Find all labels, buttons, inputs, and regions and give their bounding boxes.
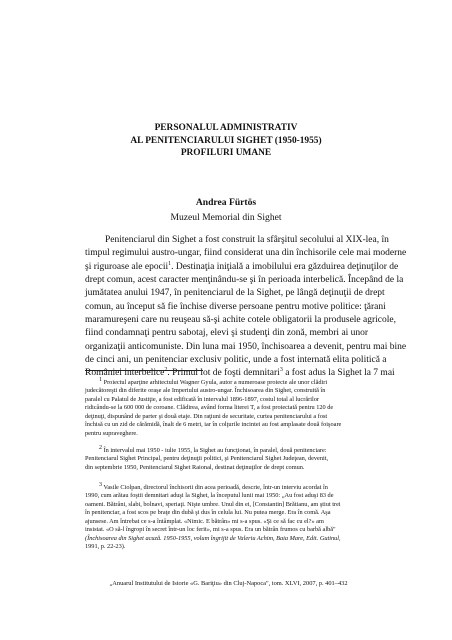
journal-citation-footer: „Anuarul Institutului de Istorie «G. Bariţiu» din Cluj-Napoca", tom. XLVI, 2007, p. 401–432 — [109, 580, 348, 587]
footnote-line: în penitenciar, a fost scos pe braţe din dubă şi dus în celula lui. Nu putea merge. Era în comă. Aşa — [85, 509, 331, 517]
body-line: jumătatea anului 1947, în penitenciarul de la Sighet, pe lângă deţinuţii de drept — [85, 288, 385, 299]
footnote-line: $^3$ Vasile Ciolpan, directorul închisorii din acea perioadă, descrie, într-un interviu acordat în — [99, 481, 328, 491]
body-line: fiind condamnaţi pentru sabotaj, elevi şi studenţi din zonă, membri ai unor — [85, 328, 369, 339]
footnote-line: 1991, p. 22-23). — [85, 543, 126, 551]
body-line: României interbelice$^2$. Primul lot de foşti demnitari$^3$ a fost adus la Sighet la 7 mai — [85, 367, 395, 379]
footnote-1 — [85, 376, 372, 438]
footnote-line: ridicându-se la 600 000 de coroane. Clădirea, având forma literei T, a fost proiectată pentru 120 de — [85, 404, 334, 412]
footnote-line: (Închisoarea din Sighet acuză. 1950-1955, volum îngrijit de Valeriu Achim, Baia Mare, Edit. Gutinul, — [85, 534, 341, 542]
footnote-line: deţinuţi, dispunând de parter şi două etaje. Din raţiuni de securitate, curtea penitenciarului a fost — [85, 412, 328, 420]
body-line: de cinci ani, un penitenciar exclusiv politic, unde a fost internată elita politică a — [85, 355, 387, 366]
author-name: Andrea Fürtös — [195, 197, 257, 208]
footnote-line: pentru supraveghere. — [85, 429, 138, 437]
footnote-separator — [85, 370, 203, 371]
footnote-3 — [85, 481, 372, 552]
body-text — [85, 234, 407, 381]
footnote-number: 1 — [99, 376, 102, 383]
author-affiliation: Muzeul Memorial din Sighet — [170, 212, 282, 223]
title-line-3: PROFILURI UMANE — [180, 148, 272, 159]
footnote-line: $^1$ Proiectul aparţine arhitectului Wagner Gyula, autor a numeroase proiecte ale unor clădiri — [99, 376, 328, 386]
title-line-2: AL PENITENCIARULUI SIGHET (1950-1955) — [130, 135, 322, 146]
footnote-line: Penitenciarul Sighet Principal, pentru deţinuţii politici, şi Penitenciarul Sighet Judeţean, devenit, — [85, 455, 329, 463]
footnote-line: $^2$ În intervalul mai 1950 - iulie 1955, la Sighet au funcţionat, în paralel, două penitenciare: — [99, 444, 327, 454]
body-line: organizaţii anticomuniste. Din luna mai 1950, închisoarea a devenit, pentru mai bine — [85, 341, 407, 352]
body-line: şi riguroase ale epocii$^1$. Destinaţia iniţială a imobilului era găzduirea deţinuţilor de — [85, 260, 399, 272]
title-line-1: PERSONALUL ADMINISTRATIV — [154, 123, 298, 133]
footnote-ref-1[interactable]: 1 — [168, 260, 172, 267]
footnote-line: judecătoreşti din diferite oraşe ale Imperiului austro-ungar. Închisoarea din Sighet, construită în — [85, 387, 326, 395]
body-line: timpul regimului austro-ungar, fiind considerat una din închisorile cele mai moderne — [85, 248, 407, 259]
footnote-number: 3 — [99, 481, 102, 488]
body-line: maramureşeni care nu reuşeau să-şi achite cotele obligatorii la produsele agricole, — [85, 315, 396, 326]
footnote-line: insistat. «O să-l îngropi în secret într-un loc ferit», mi s-a spus. Era un bătrân frumos cu barbă albă" — [85, 526, 336, 534]
footnote-line: oameni. Bătrâni, slabi, bolnavi, speriaţi. Nişte umbre. Unul din ei, [Constantin] Brătianu, am ştiut trei — [85, 500, 341, 508]
footnote-2 — [85, 444, 372, 472]
body-line: Penitenciarul din Sighet a fost construit la sfârşitul secolului al XIX-lea, în — [105, 235, 389, 245]
footnote-number: 2 — [99, 444, 102, 451]
footnote-ref-3[interactable]: 3 — [279, 367, 283, 374]
footnote-line: paralel cu Palatul de Justiţie, a fost edificată în intervalul 1896-1897, costul total al lucrărilor — [85, 395, 319, 403]
body-line: comun, au început să fie închise diverse persoane pentru motive politice: ţărani — [85, 301, 386, 312]
footnote-line: închisă cu un zid de cărămidă, înalt de 6 metri, iar în colţurile incintei au fost amplasate două foişoare — [85, 421, 342, 429]
footnote-ref-2[interactable]: 2 — [164, 367, 168, 374]
body-line: drept comun, acest caracter menţinându-se şi în perioada interbelică. Începând de la — [85, 275, 404, 286]
footnote-line: ajunsese. Am întrebat ce s-a întâmplat. «Nimic. E bătrân» mi s-a spus. «Şi ce să fac cu el?» am — [85, 517, 324, 525]
footnote-line: din septembrie 1950, Penitenciarul Sighet Raional, destinat deţinuţilor de drept comun. — [85, 463, 305, 471]
footnote-line: 1990, cum arătau foştii demnitari aduşi la Sighet, la începutul lunii mai 1950: „Au fost aduşi 83 de — [85, 492, 334, 500]
article-title — [0, 122, 452, 160]
